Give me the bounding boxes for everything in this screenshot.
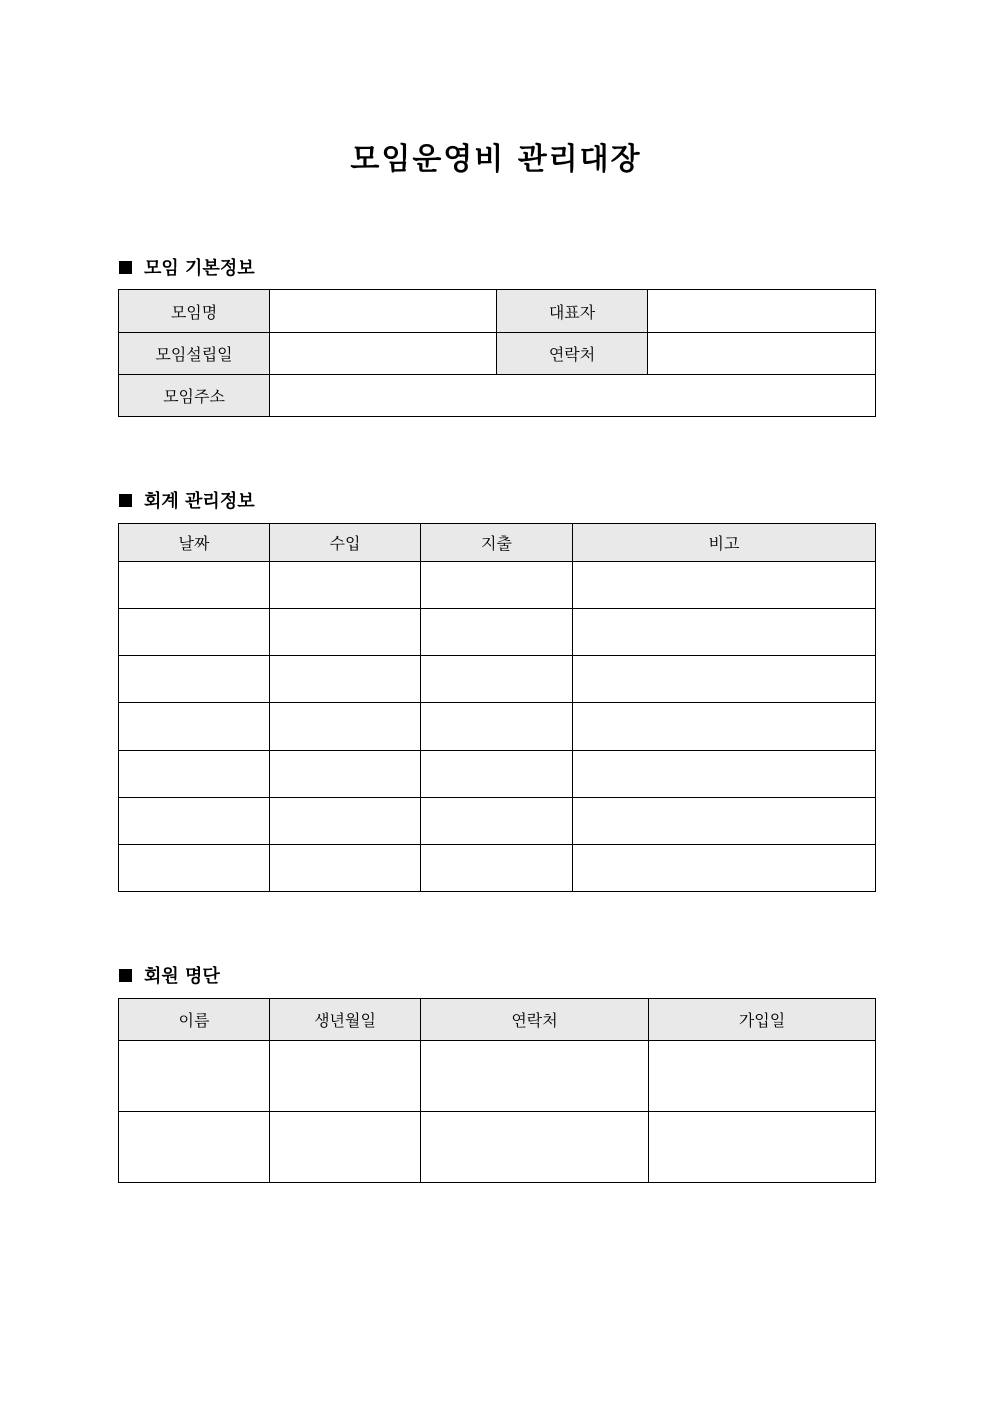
- contact-cell[interactable]: [421, 1112, 649, 1183]
- income-cell[interactable]: [270, 562, 421, 609]
- table-row: [119, 375, 876, 417]
- name-cell[interactable]: [119, 1041, 270, 1112]
- table-row: [119, 333, 876, 375]
- expense-cell[interactable]: [421, 562, 573, 609]
- note-cell[interactable]: [573, 609, 876, 656]
- square-bullet-icon: [119, 261, 132, 274]
- table-header-row: [119, 524, 876, 562]
- note-cell[interactable]: [573, 845, 876, 892]
- column-header-join-date: 가입일: [649, 999, 876, 1041]
- section-title: 회계 관리정보: [144, 491, 255, 512]
- date-cell[interactable]: [119, 562, 270, 609]
- date-cell[interactable]: [119, 845, 270, 892]
- column-header-expense: 지출: [421, 524, 573, 562]
- date-cell[interactable]: [119, 609, 270, 656]
- expense-cell[interactable]: [421, 609, 573, 656]
- join-date-cell[interactable]: [649, 1112, 876, 1183]
- founding-date-field[interactable]: [270, 333, 497, 375]
- column-header-contact: 연락처: [421, 999, 649, 1041]
- table-row: [119, 290, 876, 333]
- date-cell[interactable]: [119, 798, 270, 845]
- expense-cell[interactable]: [421, 656, 573, 703]
- square-bullet-icon: [119, 494, 132, 507]
- section-heading-basic-info: [119, 254, 255, 280]
- label-cell: 모임명: [119, 290, 270, 333]
- date-cell[interactable]: [119, 751, 270, 798]
- document-title: 모임운영비 관리대장: [350, 142, 642, 177]
- table-row: [119, 798, 876, 845]
- column-header-date: 날짜: [119, 524, 270, 562]
- expense-cell[interactable]: [421, 845, 573, 892]
- income-cell[interactable]: [270, 751, 421, 798]
- label-cell: 연락처: [497, 333, 648, 375]
- group-name-field[interactable]: [270, 290, 497, 333]
- section-title: 모임 기본정보: [144, 258, 255, 279]
- table-header-row: [119, 999, 876, 1041]
- square-bullet-icon: [119, 969, 132, 982]
- accounting-table: [118, 523, 876, 892]
- table-row: [119, 609, 876, 656]
- column-header-income: 수입: [270, 524, 421, 562]
- name-cell[interactable]: [119, 1112, 270, 1183]
- income-cell[interactable]: [270, 703, 421, 751]
- income-cell[interactable]: [270, 609, 421, 656]
- table-row: [119, 656, 876, 703]
- date-cell[interactable]: [119, 656, 270, 703]
- section-heading-members: [119, 962, 220, 988]
- table-row: [119, 845, 876, 892]
- note-cell[interactable]: [573, 656, 876, 703]
- note-cell[interactable]: [573, 562, 876, 609]
- basic-info-table: [118, 289, 876, 417]
- contact-cell[interactable]: [421, 1041, 649, 1112]
- section-heading-accounting: [119, 487, 255, 513]
- expense-cell[interactable]: [421, 798, 573, 845]
- table-row: [119, 751, 876, 798]
- column-header-birthdate: 생년월일: [270, 999, 421, 1041]
- note-cell[interactable]: [573, 798, 876, 845]
- table-row: [119, 1112, 876, 1183]
- income-cell[interactable]: [270, 845, 421, 892]
- expense-cell[interactable]: [421, 703, 573, 751]
- label-cell: 모임주소: [119, 375, 270, 417]
- representative-field[interactable]: [648, 290, 876, 333]
- column-header-note: 비고: [573, 524, 876, 562]
- table-row: [119, 562, 876, 609]
- birthdate-cell[interactable]: [270, 1112, 421, 1183]
- contact-field[interactable]: [648, 333, 876, 375]
- expense-cell[interactable]: [421, 751, 573, 798]
- birthdate-cell[interactable]: [270, 1041, 421, 1112]
- section-title: 회원 명단: [144, 966, 220, 987]
- table-row: [119, 703, 876, 751]
- join-date-cell[interactable]: [649, 1041, 876, 1112]
- income-cell[interactable]: [270, 656, 421, 703]
- note-cell[interactable]: [573, 703, 876, 751]
- members-table: [118, 998, 876, 1183]
- label-cell: 대표자: [497, 290, 648, 333]
- table-row: [119, 1041, 876, 1112]
- label-cell: 모임설립일: [119, 333, 270, 375]
- address-field[interactable]: [270, 375, 876, 417]
- date-cell[interactable]: [119, 703, 270, 751]
- note-cell[interactable]: [573, 751, 876, 798]
- column-header-name: 이름: [119, 999, 270, 1041]
- income-cell[interactable]: [270, 798, 421, 845]
